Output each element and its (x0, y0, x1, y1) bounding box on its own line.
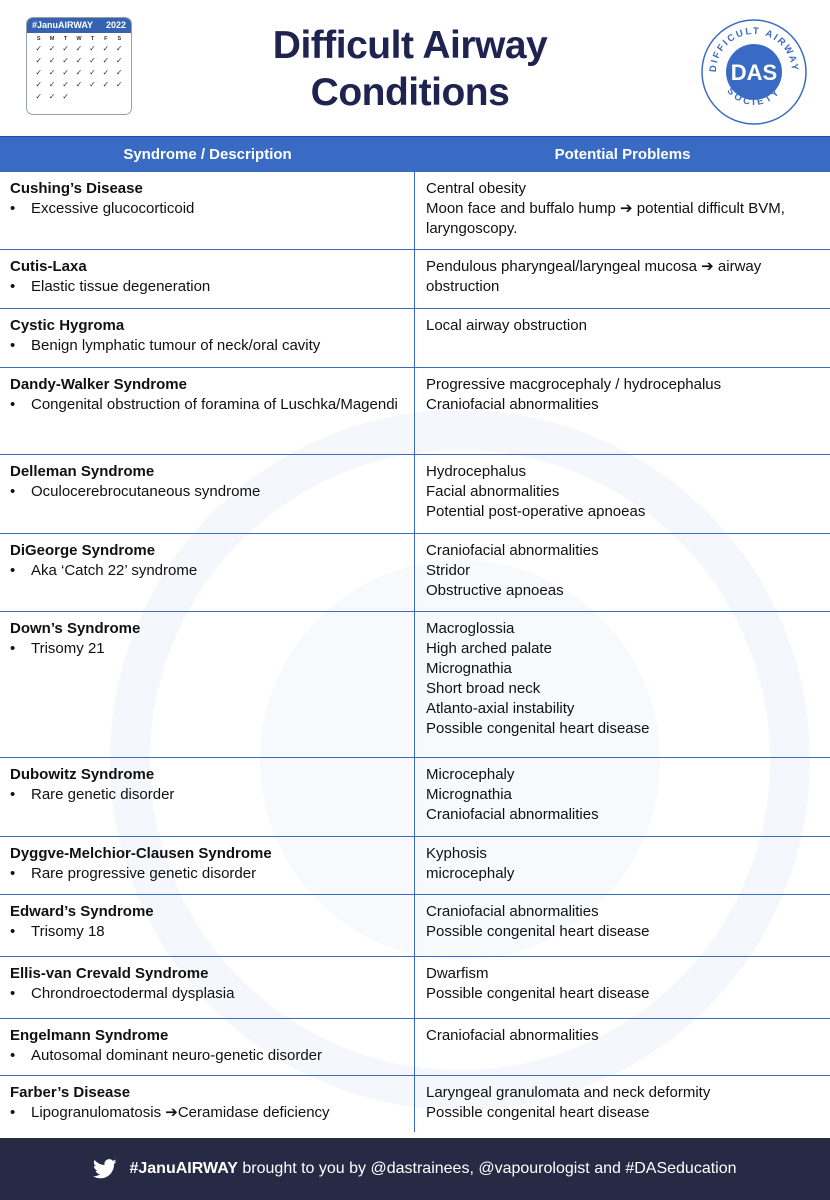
syndrome-description (10, 199, 404, 219)
syndrome-description (10, 785, 404, 805)
syndrome-cell (0, 1019, 415, 1075)
problems-text: Craniofacial abnormalities Stridor Obstructive apnoeas (426, 542, 599, 599)
syndrome-name: Dubowitz Syndrome (10, 766, 155, 783)
calendar-check-icon: ✓ (102, 44, 110, 53)
syndrome-name: Cystic Hygroma (10, 317, 125, 334)
calendar-check-icon: ✓ (115, 44, 123, 53)
title-line-1: Difficult Airway (272, 24, 548, 67)
calendar-checkmarks (27, 43, 131, 102)
calendar-check-icon: ✓ (62, 68, 69, 77)
calendar-check-icon (99, 91, 112, 102)
calendar-check-icon: ✓ (35, 80, 43, 89)
calendar-check-icon: ✓ (75, 80, 83, 89)
bullet-icon: • (10, 483, 16, 500)
calendar-year: 2022 (105, 20, 126, 30)
problems-cell (415, 455, 830, 533)
calendar-check-icon: ✓ (48, 44, 56, 53)
table-row (0, 534, 830, 612)
calendar-weekdays (27, 33, 131, 43)
syndrome-name: DiGeorge Syndrome (10, 542, 156, 559)
syndrome-name: Dandy-Walker Syndrome (10, 376, 187, 393)
weekday-label: M (49, 36, 55, 42)
problems-cell (415, 172, 830, 249)
footer-credits: brought to you by @dastrainees, @vapourologist and #DASeducation (237, 1160, 737, 1177)
calendar-check-icon: ✓ (75, 68, 83, 77)
calendar-check-icon: ✓ (48, 92, 56, 101)
syndrome-cell (0, 758, 415, 836)
problems-text: Craniofacial abnormalities (426, 1027, 599, 1044)
problems-cell (415, 1019, 830, 1075)
table-row (0, 612, 830, 758)
logo-initials: DAS (730, 60, 778, 85)
bullet-icon: • (10, 865, 16, 882)
page-title (200, 22, 620, 116)
table-row (0, 1076, 830, 1132)
calendar-check-icon: ✓ (115, 56, 123, 65)
bullet-icon: • (10, 278, 16, 295)
syndrome-name: Ellis-van Crevald Syndrome (10, 965, 209, 982)
weekday-label: W (76, 36, 82, 42)
calendar-check-icon: ✓ (102, 80, 110, 89)
calendar-check-icon: ✓ (62, 56, 69, 65)
description-text: Trisomy 18 (31, 923, 105, 940)
table-row (0, 368, 830, 455)
weekday-label: S (117, 36, 122, 42)
problems-cell (415, 309, 830, 367)
problems-text: Laryngeal granulomata and neck deformity Possible congenital heart disease (426, 1084, 711, 1121)
syndrome-name: Cutis-Laxa (10, 258, 87, 275)
calendar-check-icon: ✓ (35, 56, 43, 65)
calendar-check-icon: ✓ (48, 68, 56, 77)
bullet-icon: • (10, 985, 16, 1002)
syndrome-name: Delleman Syndrome (10, 463, 155, 480)
problems-cell (415, 612, 830, 757)
syndrome-description (10, 1046, 404, 1066)
syndrome-name: Dyggve-Melchior-Clausen Syndrome (10, 845, 272, 862)
syndrome-description (10, 864, 404, 884)
das-logo-icon (700, 18, 808, 126)
problems-text: Central obesity Moon face and buffalo hump ➔ potential difficult BVM, laryngoscopy. (426, 180, 785, 237)
weekday-label: F (104, 36, 108, 42)
syndrome-description (10, 639, 404, 659)
syndrome-cell (0, 455, 415, 533)
calendar-check-icon: ✓ (89, 80, 96, 89)
problems-text: Dwarfism Possible congenital heart disease (426, 965, 650, 1002)
weekday-label: S (36, 36, 41, 42)
description-text: Lipogranulomatosis ➔Ceramidase deficiency (31, 1104, 330, 1121)
syndrome-name: Engelmann Syndrome (10, 1027, 169, 1044)
problems-text: Microcephaly Micrognathia Craniofacial abnormalities (426, 766, 599, 823)
bullet-icon: • (10, 396, 16, 413)
calendar-bar (27, 18, 131, 33)
description-text: Trisomy 21 (31, 640, 105, 657)
description-text: Elastic tissue degeneration (31, 278, 211, 295)
table-row (0, 172, 830, 250)
conditions-table (0, 136, 830, 1132)
calendar-check-icon: ✓ (115, 80, 123, 89)
syndrome-name: Farber’s Disease (10, 1084, 131, 1101)
description-text: Benign lymphatic tumour of neck/oral cavity (31, 337, 321, 354)
calendar-check-icon: ✓ (35, 68, 43, 77)
calendar-check-icon: ✓ (62, 80, 69, 89)
syndrome-description (10, 395, 404, 415)
syndrome-cell (0, 1076, 415, 1132)
table-row (0, 455, 830, 534)
syndrome-description (10, 1103, 404, 1123)
description-text: Autosomal dominant neuro-genetic disorder (31, 1047, 322, 1064)
description-text: Excessive glucocorticoid (31, 200, 195, 217)
problems-text: Pendulous pharyngeal/laryngeal mucosa ➔ airway obstruction (426, 258, 762, 295)
bullet-icon: • (10, 1104, 16, 1121)
description-text: Oculocerebrocutaneous syndrome (31, 483, 261, 500)
syndrome-description (10, 277, 404, 297)
calendar-label: #JanuAIRWAY (32, 20, 94, 30)
page-header (0, 0, 830, 136)
calendar-check-icon: ✓ (48, 56, 56, 65)
syndrome-cell (0, 534, 415, 611)
calendar-check-icon (86, 91, 99, 102)
calendar-check-icon (113, 91, 126, 102)
footer-banner (0, 1138, 830, 1200)
description-text: Congenital obstruction of foramina of Luschka/Magendi (31, 396, 398, 413)
bullet-icon: • (10, 1047, 16, 1064)
weekday-label: T (90, 36, 95, 42)
weekday-label: T (63, 36, 68, 42)
problems-text: Hydrocephalus Facial abnormalities Potential post-operative apnoeas (426, 463, 646, 520)
calendar-check-icon: ✓ (89, 68, 96, 77)
problems-cell (415, 895, 830, 956)
calendar-check-icon: ✓ (48, 80, 56, 89)
syndrome-description (10, 561, 404, 581)
calendar-check-icon: ✓ (115, 68, 123, 77)
problems-cell (415, 368, 830, 454)
bullet-icon: • (10, 923, 16, 940)
table-row (0, 758, 830, 837)
syndrome-cell (0, 368, 415, 454)
syndrome-name: Edward’s Syndrome (10, 903, 154, 920)
header-syndrome: Syndrome / Description (123, 146, 292, 163)
table-header (0, 136, 830, 172)
calendar-check-icon: ✓ (89, 44, 96, 53)
table-row (0, 957, 830, 1019)
problems-text: Macroglossia High arched palate Micrognathia Short broad neck Atlanto-axial instability Possible congenital heart disease (426, 620, 650, 737)
bullet-icon: • (10, 786, 16, 803)
problems-text: Local airway obstruction (426, 317, 587, 334)
calendar-check-icon: ✓ (62, 92, 69, 101)
problems-text: Kyphosis microcephaly (426, 845, 515, 882)
syndrome-description (10, 984, 404, 1004)
table-row (0, 895, 830, 957)
syndrome-cell (0, 309, 415, 367)
syndrome-cell (0, 172, 415, 249)
description-text: Aka ‘Catch 22’ syndrome (31, 562, 198, 579)
table-row (0, 837, 830, 895)
logo-top-text: DIFFICULT AIRWAY (707, 25, 801, 73)
calendar-badge (26, 17, 132, 115)
syndrome-cell (0, 250, 415, 308)
syndrome-cell (0, 612, 415, 757)
problems-cell (415, 534, 830, 611)
description-text: Rare genetic disorder (31, 786, 175, 803)
problems-cell (415, 1076, 830, 1132)
calendar-check-icon: ✓ (35, 92, 43, 101)
syndrome-description (10, 336, 404, 356)
description-text: Chrondroectodermal dysplasia (31, 985, 235, 1002)
calendar-check-icon: ✓ (62, 44, 69, 53)
calendar-check-icon: ✓ (102, 56, 110, 65)
header-problems: Potential Problems (554, 146, 691, 163)
table-body (0, 172, 830, 1132)
bullet-icon: • (10, 337, 16, 354)
syndrome-description (10, 482, 404, 502)
bullet-icon: • (10, 562, 16, 579)
bullet-icon: • (10, 640, 16, 657)
table-row (0, 1019, 830, 1076)
syndrome-cell (0, 837, 415, 894)
calendar-check-icon: ✓ (89, 56, 96, 65)
calendar-check-icon (72, 91, 85, 102)
bullet-icon: • (10, 200, 16, 217)
logo-bottom-text: SOCIETY (724, 85, 784, 109)
description-text: Rare progressive genetic disorder (31, 865, 257, 882)
syndrome-cell (0, 895, 415, 956)
syndrome-cell (0, 957, 415, 1018)
calendar-check-icon: ✓ (102, 68, 110, 77)
table-row (0, 309, 830, 368)
syndrome-description (10, 922, 404, 942)
problems-text: Craniofacial abnormalities Possible congenital heart disease (426, 903, 650, 940)
problems-text: Progressive macgrocephaly / hydrocephalus Craniofacial abnormalities (426, 376, 722, 413)
syndrome-name: Cushing’s Disease (10, 180, 143, 197)
problems-cell (415, 837, 830, 894)
syndrome-name: Down’s Syndrome (10, 620, 141, 637)
problems-cell (415, 758, 830, 836)
twitter-bird-icon (93, 1159, 117, 1179)
calendar-check-icon: ✓ (75, 56, 83, 65)
calendar-check-icon: ✓ (35, 44, 43, 53)
title-line-2: Conditions (310, 71, 510, 114)
problems-cell (415, 250, 830, 308)
footer-hashtag: #JanuAIRWAY (129, 1160, 238, 1177)
calendar-check-icon: ✓ (75, 44, 83, 53)
table-row (0, 250, 830, 309)
problems-cell (415, 957, 830, 1018)
